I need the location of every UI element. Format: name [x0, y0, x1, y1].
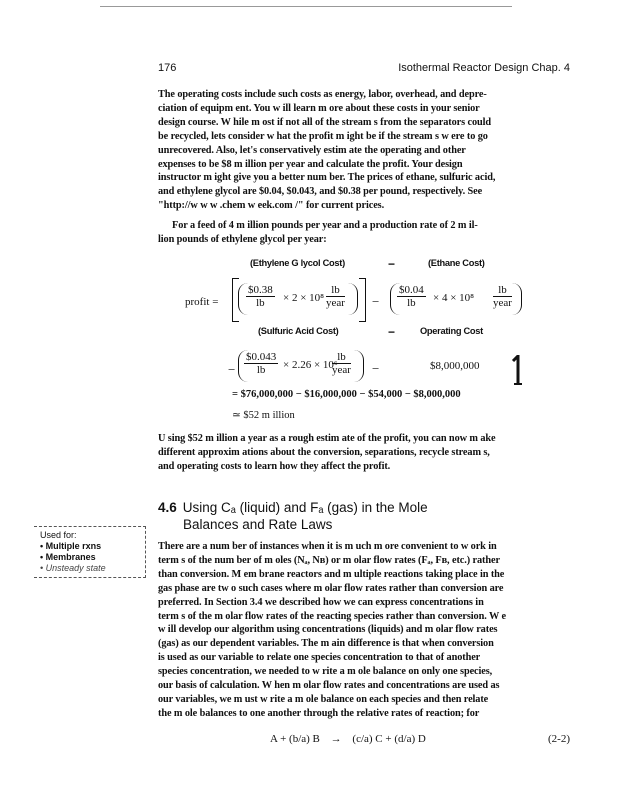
text-line: The operating costs include such costs as energy, labor, overhead, and depre- [158, 89, 487, 100]
text-line: For a feed of 4 m illion pounds per year and a production rate of 2 m il- [172, 220, 478, 231]
margin-note-title: Used for: [40, 530, 77, 540]
profit-lhs: profit = [185, 296, 219, 308]
text-line: be recycled, lets consider w hat the profit m ight be if the stream s w ere to go [158, 130, 488, 142]
label-ethane-cost: (Ethane Cost) [428, 258, 485, 268]
sulfuric-amount: × 2.26 × 10⁶ [283, 359, 338, 371]
text-line: expenses to be $8 m illion per year and calculate the profit. Your design [158, 158, 463, 170]
text-line: "http://w w w .chem w eek.com /" for current prices. [158, 200, 385, 212]
page-number: 176 [158, 62, 177, 74]
result-line-2: ≃ $52 m illion [232, 410, 295, 421]
text-line: unrecovered. Also, let's conservatively estim ate the operating and other [158, 144, 466, 156]
text-line: There are a num ber of instances when it is m uch m ore convenient to w ork in [158, 541, 497, 552]
section-heading [158, 499, 570, 533]
text-line: lion pounds of ethylene glycol per year: [158, 233, 327, 245]
margin-note-item: • Multiple rxns [40, 541, 102, 551]
operating-cost-value: $8,000,000 [430, 360, 480, 372]
margin-note [34, 526, 146, 578]
minus-sign: − [228, 362, 236, 377]
text-line: term s of the num ber of m oles (Nₐ, Nʙ) or m olar flow rates (Fₐ, Fʙ, etc.) rather [158, 554, 500, 566]
minus-sign: − [388, 257, 395, 271]
label-ethylene-glycol-cost: (Ethylene G lycol Cost) [250, 258, 345, 268]
label-operating-cost: Operating Cost [420, 326, 483, 336]
text-line: than conversion. M em brane reactors and m ultiple reactions taking place in the [158, 568, 505, 580]
margin-note-item: • Unsteady state [40, 563, 106, 573]
minus-sign: − [372, 294, 380, 309]
bracket-close-mark [510, 355, 522, 385]
section-number: 4.6 [158, 500, 177, 515]
text-line: instructor m ight give you a better num ber. The prices of ethane, sulfuric acid, [158, 172, 496, 184]
sulfuric-unit: lb year [332, 351, 351, 376]
text-line: w ill develop our algorithm using concentrations (liquids) and m olar flow rates [158, 624, 498, 636]
minus-sign: − [388, 325, 395, 339]
ethane-unit: lb year [493, 284, 512, 309]
text-line: term s of the m olar flow rates of the reacting species rather than conversion. W e [158, 610, 506, 622]
text-line: (gas) as our dependent variables. The m ain difference is that when conversion [158, 638, 494, 650]
text-line: preferred. In Section 3.4 we described how we can express concentrations in [158, 596, 484, 608]
section-title-line-2: Balances and Rate Laws [183, 517, 333, 532]
text-line: design course. W hile m ost if not all of the stream s from the separators could [158, 116, 492, 128]
sulfuric-price: $\frac{\$0.043}{lb}$ [246, 351, 277, 376]
bracket-right [359, 278, 366, 322]
text-line: the m ole balances to one another through the relative rates of reaction; for [158, 707, 480, 719]
margin-note-item: • Membranes [40, 552, 96, 562]
ethane-price: $\frac{\$0.04}{lb}$ [399, 284, 424, 309]
result-line-1: = $76,000,000 − $16,000,000 − $54,000 − $8,000,000 [232, 389, 461, 400]
ethane-amount: × 4 × 10⁸ [433, 292, 474, 304]
minus-sign: − [372, 361, 380, 376]
eg-amount: × 2 × 10⁸ [283, 292, 324, 304]
text-line: U sing $52 m illion a year as a rough estim ate of the profit, you can now m ake [158, 433, 496, 444]
text-line: our basis of calculation. W hen m olar flow rates and concentrations are used as [158, 680, 500, 692]
running-head: Isothermal Reactor Design Chap. 4 [398, 62, 570, 74]
text-line: species concentration, we needed to w rite a m ole balance on only one species, [158, 666, 493, 678]
text-line: and ethylene glycol are $0.04, $0.043, and $0.38 per pound, respectively. See [158, 186, 483, 198]
section-title-line-1: Using Cₐ (liquid) and Fₐ (gas) in the Mole [182, 500, 428, 515]
page-header [158, 62, 570, 78]
text-line: is used as our variable to relate one species concentration to that of another [158, 652, 481, 664]
text-line: different approxim ations about the conversion, separations, recycle stream s, [158, 446, 490, 458]
text-line: gas phase are tw o such cases where m olar flow rates rather than conversion are [158, 582, 504, 594]
paragraph-mole-balances [158, 540, 570, 721]
top-rule [100, 6, 512, 7]
eg-price: $\frac{\$0.38}{lb}$ [248, 284, 273, 309]
text-line: and operating costs to learn how they affect the profit. [158, 460, 391, 472]
equation-number: (2-2) [548, 733, 570, 745]
text-line: our variables, we m ust w rite a m ole balance on each species and then relate [158, 693, 489, 705]
reaction-rhs: (c/a) C + (d/a) D [352, 733, 426, 745]
reaction-lhs: A + (b/a) B [270, 733, 320, 745]
reaction-arrow: → [330, 733, 342, 745]
text-line: ciation of equipm ent. You w ill learn m ore about these costs in your senior [158, 102, 480, 114]
paragraph-feed [158, 219, 570, 247]
label-sulfuric-acid-cost: (Sulfuric Acid Cost) [258, 326, 339, 336]
reaction-equation [270, 733, 570, 745]
paragraph-profit-estimate [158, 432, 570, 474]
paragraph-costs [158, 88, 570, 213]
eg-unit: lb year [326, 284, 345, 309]
